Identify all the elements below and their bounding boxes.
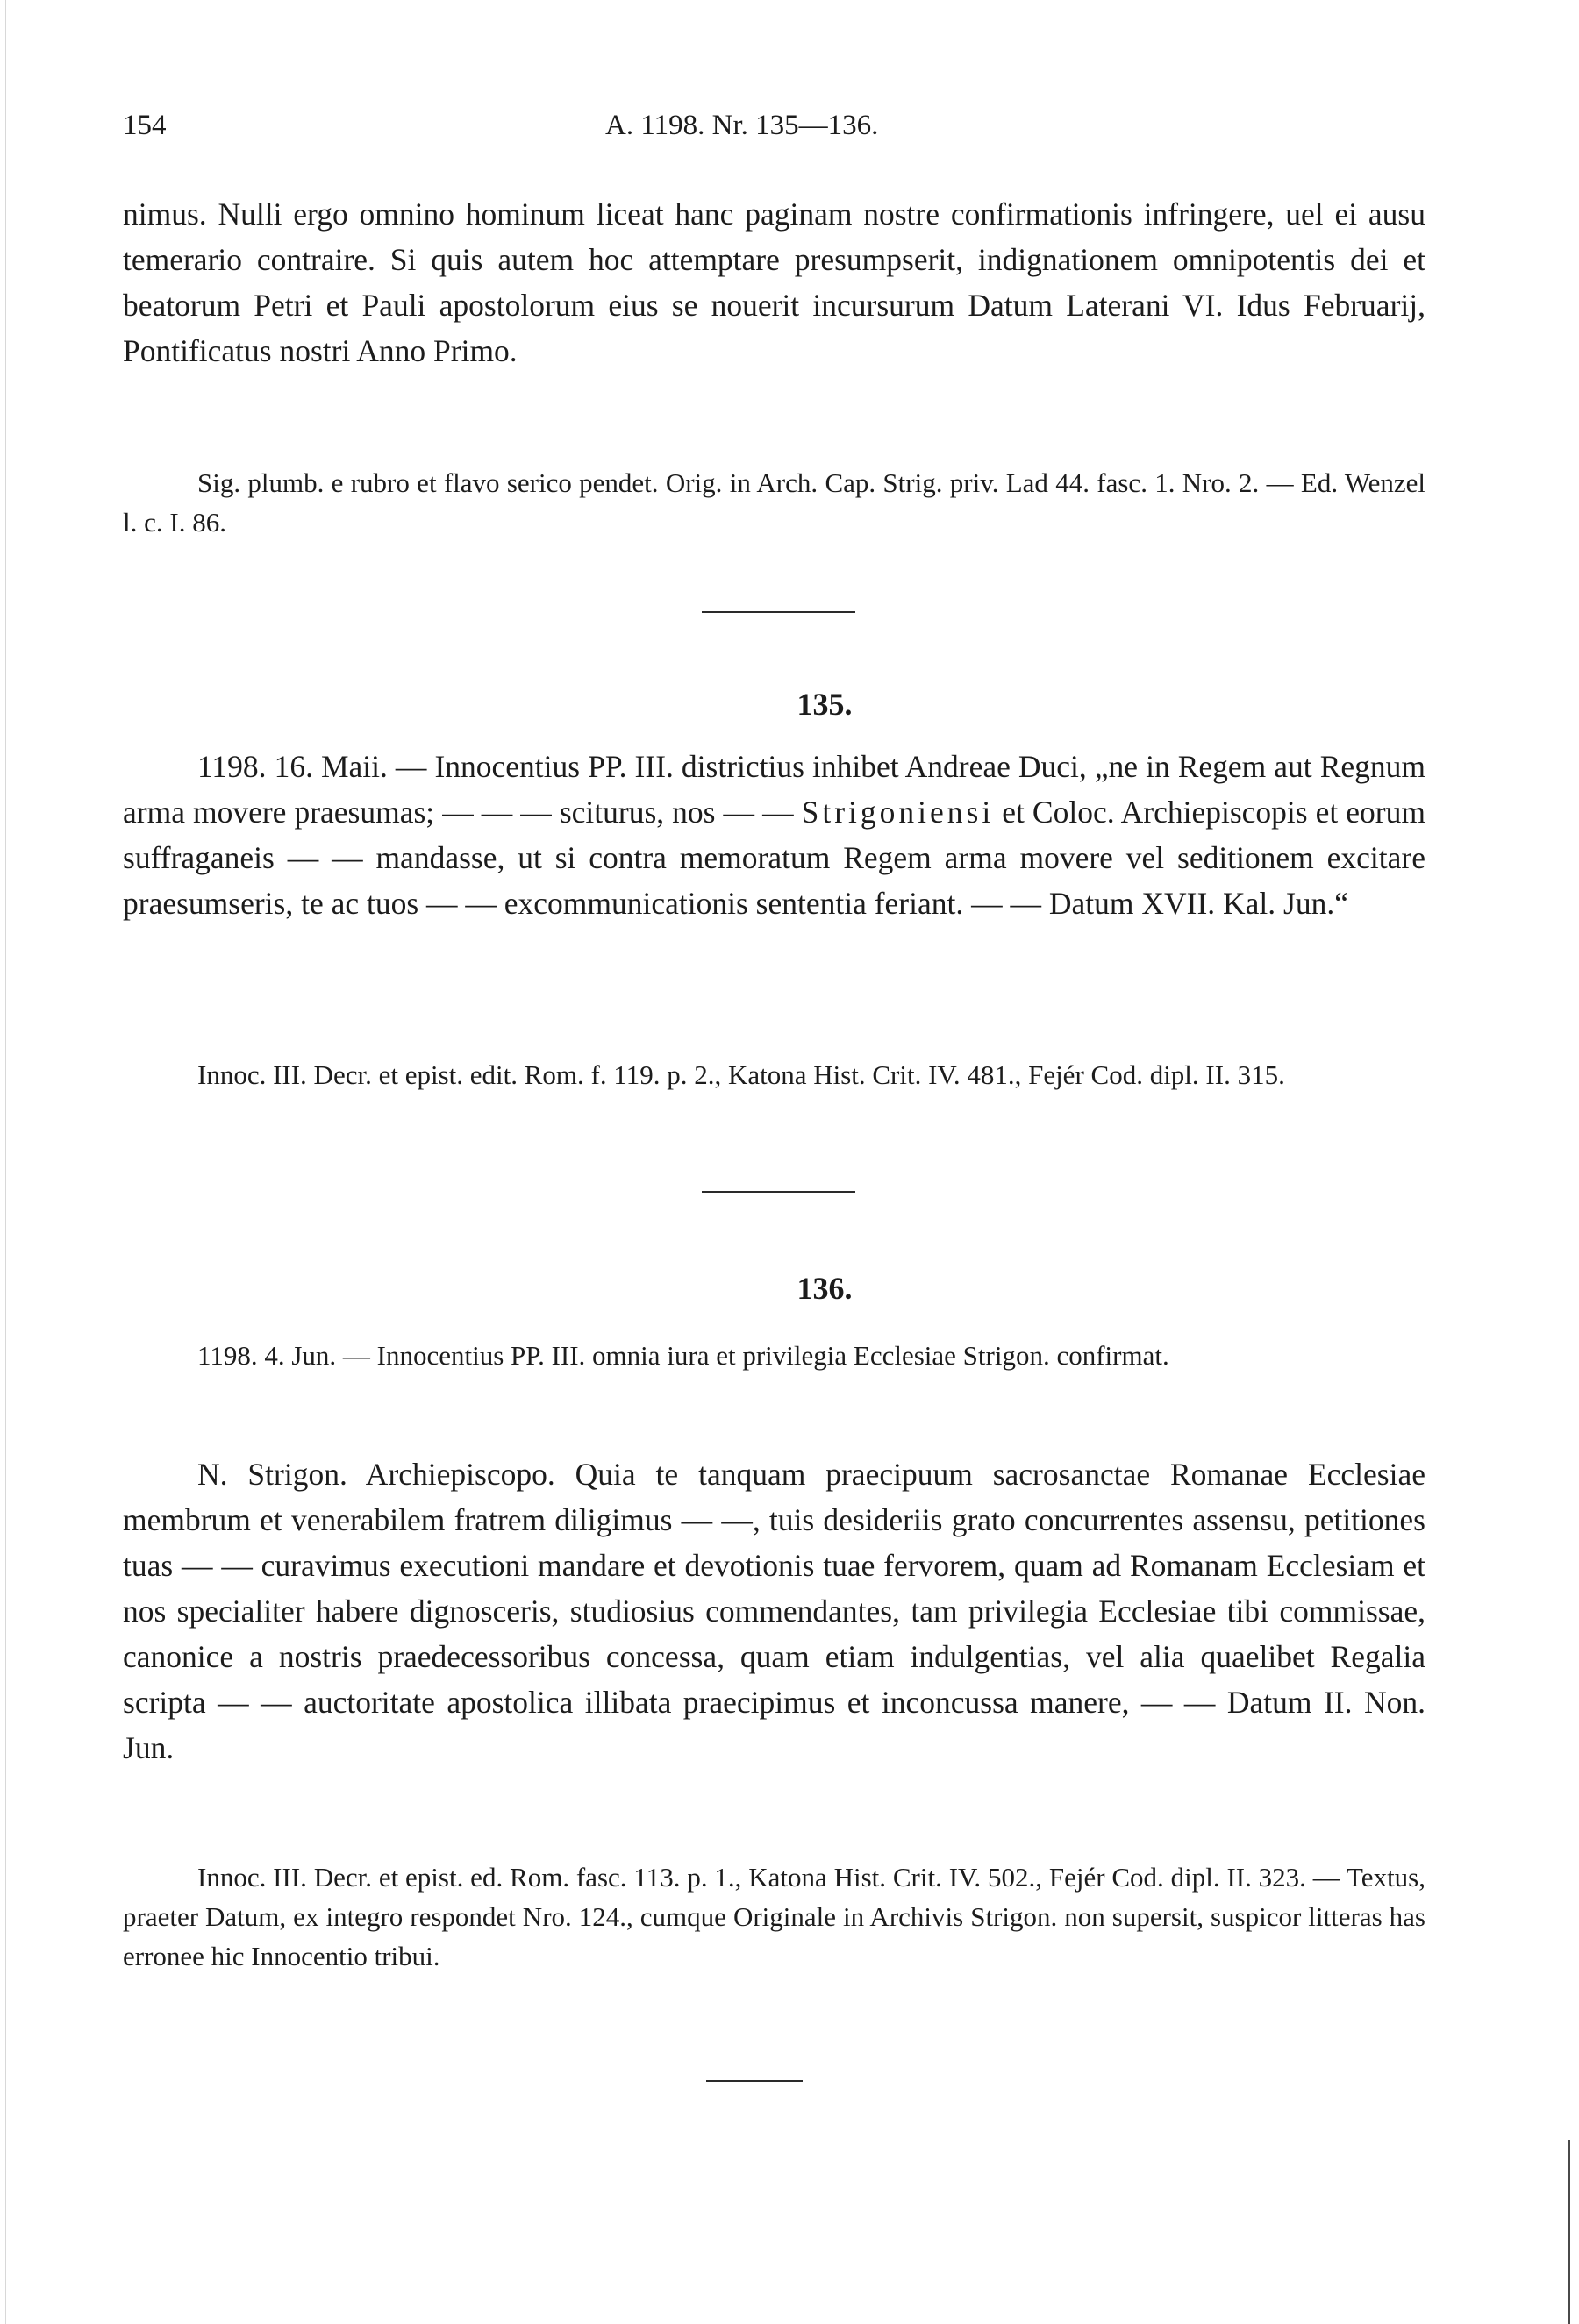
regest-135-spaced-word: Strigoniensi — [801, 795, 995, 830]
regest-135-part-1: 1198. 16. Maii. — Innocentius PP. III. districtius inhibet Andreae Duci, „ne in Regem aut Regnum arma movere praesumas; — — — sciturus, nos — — — [123, 749, 1425, 830]
document-136-text: N. Strigon. Archiepiscopo. Quia te tanquam praecipuum sacrosanctae Romanae Ecclesiae membrum et venerabilem fratrem diligimus — —, tuis desideriis grato concurrentes assensu, petitiones tuas — — curavimus executioni mandare et devotionis tuae fervorem, quam ad Romanam Ecclesiam et nos specialiter habere dignosceris, studiosius commendantes, tam privilegia Ecclesiae tibi commissae, canonice a nostris praedecessoribus concessa, quam etiam indulgentias, vel alia quaelibet Regalia scripta — — auctoritate apostolica illibata praecipimus et inconcussa manere, — — Datum II. Non. Jun. — [123, 1457, 1425, 1765]
section-divider-3 — [706, 2080, 803, 2082]
continuation-source-note: Sig. plumb. e rubro et flavo serico pendet. Orig. in Arch. Cap. Strig. priv. Lad 44. fasc. 1. Nro. 2. — Ed. Wenzel l. c. I. 86. — [123, 467, 1425, 538]
continuation-text: nimus. Nulli ergo omnino hominum liceat hanc paginam nostre confirmationis infringere, uel ei ausu temerario contraire. Si quis autem hoc attemptare presumpserit, indignationem omnipotentis dei et beatorum Petri et Pauli apostolorum eius se nouerit incursurum Datum Laterani VI. Idus Februarij, Pontificatus nostri Anno Primo. — [123, 196, 1425, 368]
scan-edge-line-left — [5, 0, 6, 2324]
regest-135-part-2: et Coloc. Archiepiscopis et eorum suffraganeis — — mandasse, ut si contra memoratum Regem arma movere vel seditionem excitare praesumseris, te ac tuos — — excommunicationis sententia feriant. — — Datum XVII. Kal. Jun.“ — [123, 795, 1425, 921]
page-header — [123, 110, 1425, 153]
running-head: A. 1198. Nr. 135—136. — [605, 110, 879, 141]
document-135-source-note: Innoc. III. Decr. et epist. edit. Rom. f. 119. p. 2., Katona Hist. Crit. IV. 481., Fejér Cod. dipl. II. 315. — [197, 1059, 1285, 1090]
document-136-regest: 1198. 4. Jun. — Innocentius PP. III. omnia iura et privilegia Ecclesiae Strigon. confirmat. — [197, 1340, 1169, 1371]
page-number: 154 — [123, 110, 167, 141]
document-number-135: 135. — [797, 687, 853, 722]
section-divider-1 — [702, 611, 855, 613]
document-136-source-note: Innoc. III. Decr. et epist. ed. Rom. fasc. 113. p. 1., Katona Hist. Crit. IV. 502., Fejér Cod. dipl. II. 323. — Textus, praeter Datum, ex integro respondet Nro. 124., cumque Originale in Archivis Strigon. non supersit, suspicor litteras has erronee hic Innocentio tribui. — [123, 1862, 1425, 1971]
scan-edge-line-right — [1568, 2140, 1570, 2324]
section-divider-2 — [702, 1191, 855, 1193]
document-number-136: 136. — [797, 1271, 853, 1306]
document-135-regest — [123, 744, 1425, 926]
